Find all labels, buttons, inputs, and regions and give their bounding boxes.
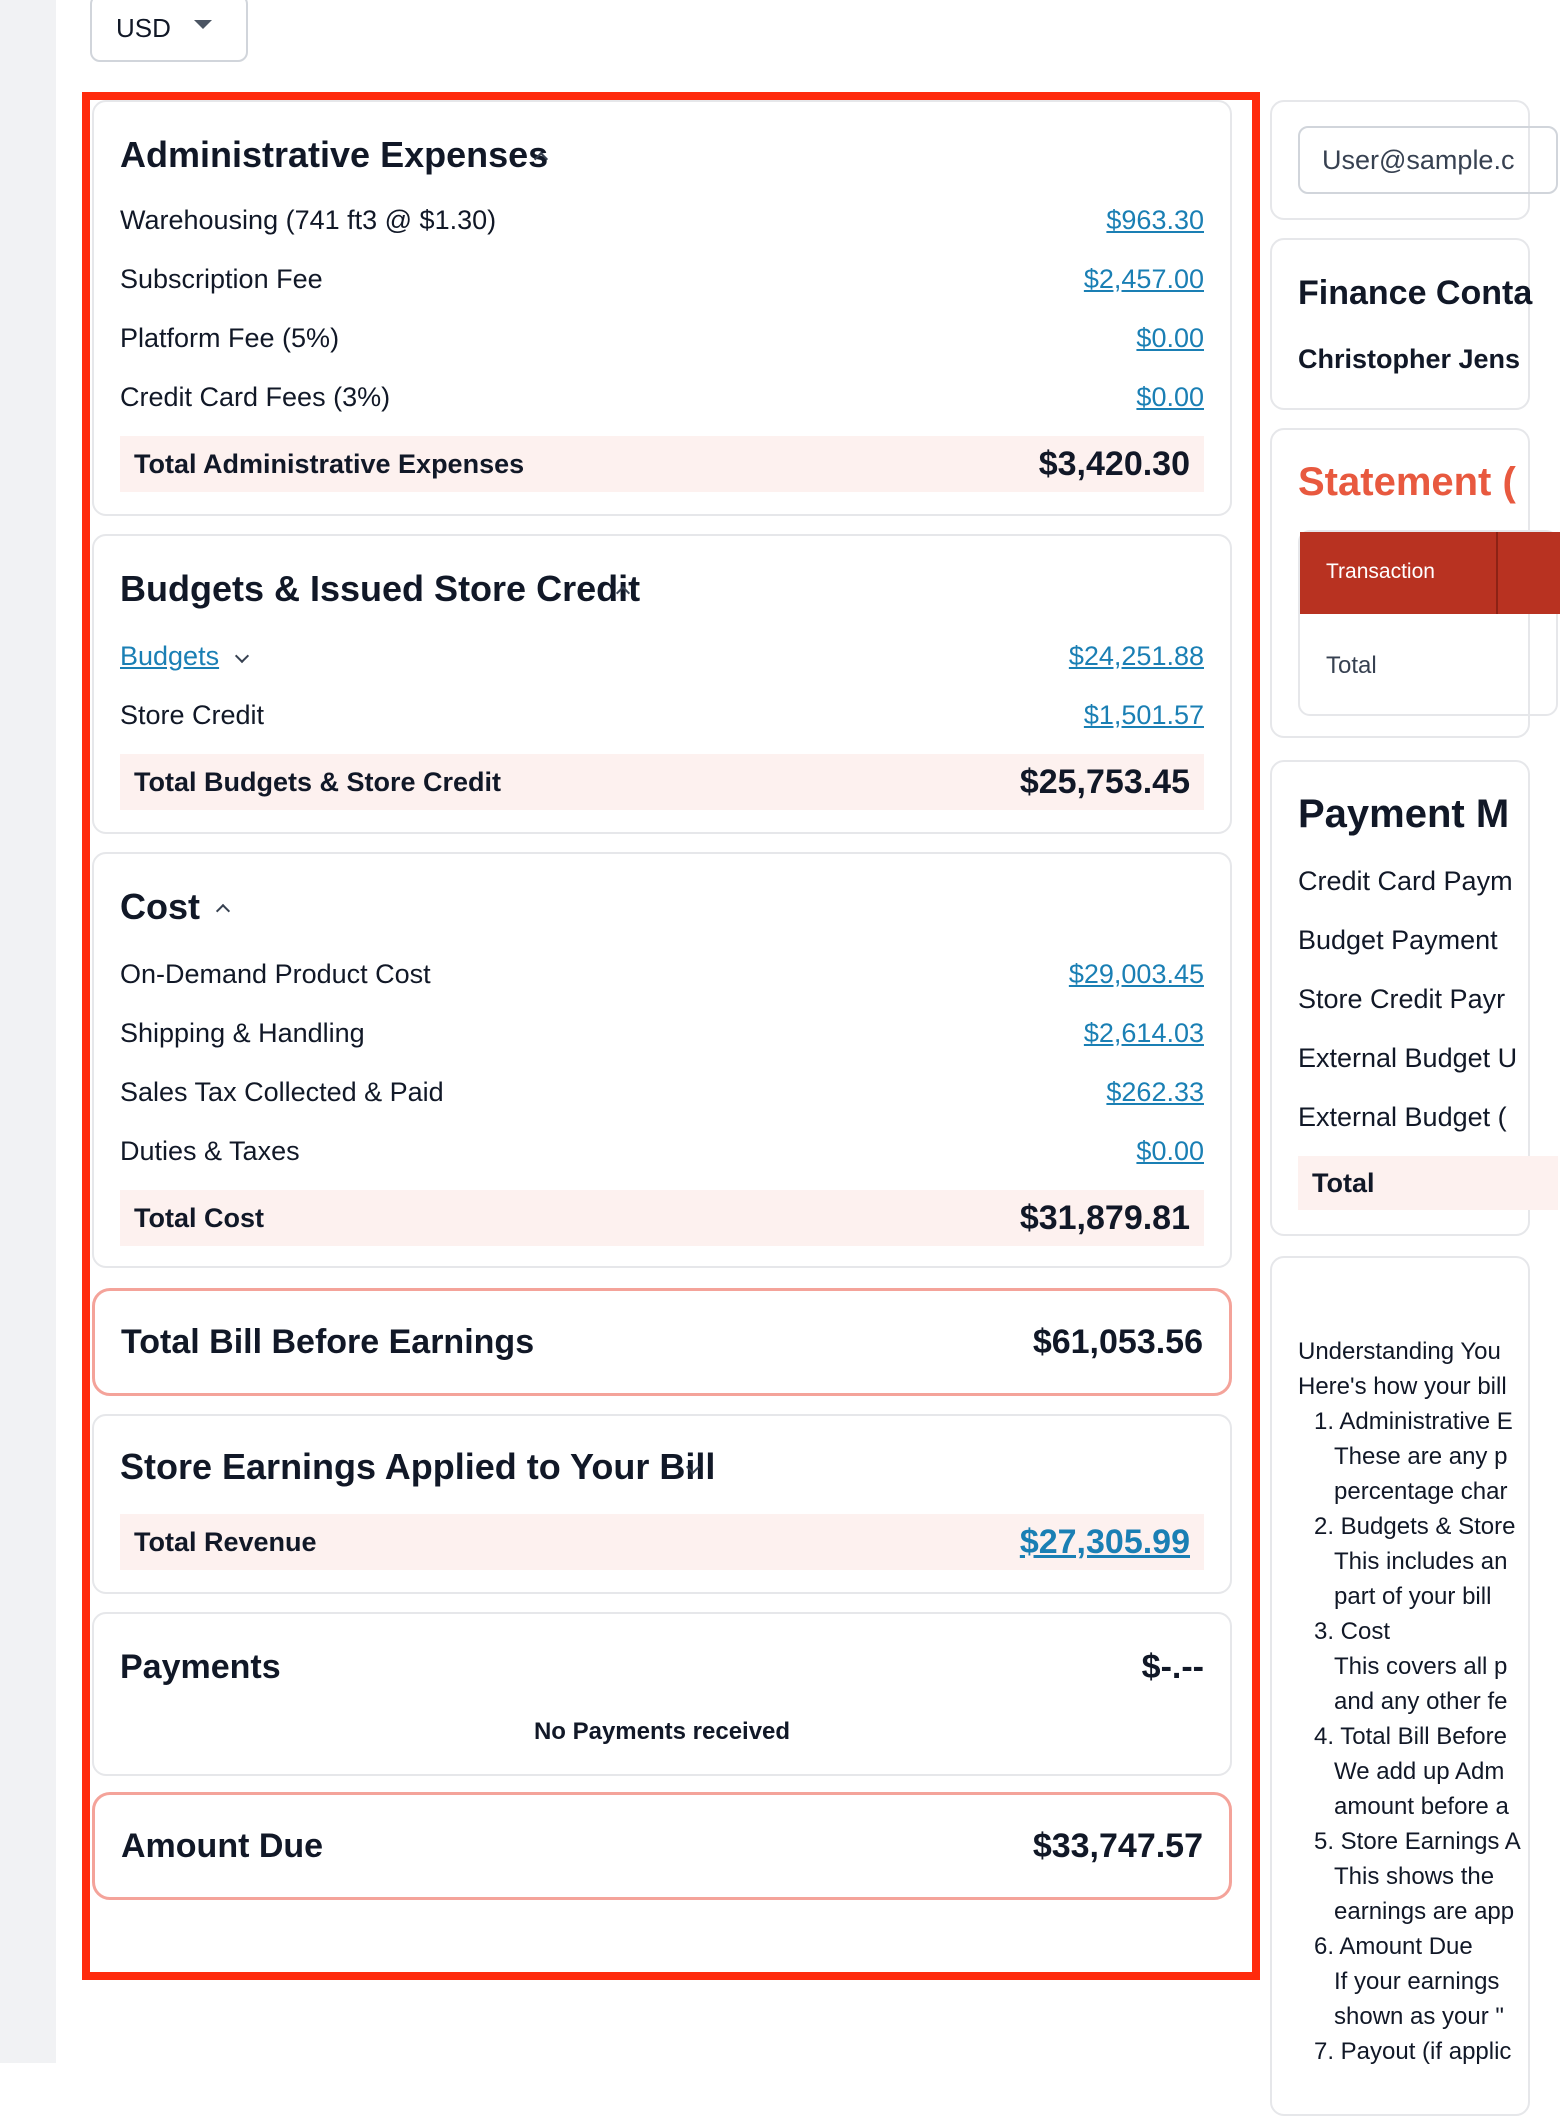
line-item-label: Platform Fee (5%) (120, 322, 340, 353)
guide-item-title-text: Store Earnings A (1340, 1828, 1521, 1855)
total-label: Total Budgets & Store Credit (134, 766, 502, 797)
column-divider (1496, 532, 1498, 614)
guide-item-title (1298, 1614, 1521, 1649)
guide-item-text: percentage char (1334, 1478, 1508, 1505)
guide-item-number: 6. (1313, 1933, 1334, 1960)
payment-methods-card (1270, 760, 1530, 1236)
finance-contact-name: Christopher Jens (1298, 344, 1521, 374)
amount-due-label: Amount Due (121, 1826, 324, 1865)
total-amount: $31,879.81 (1019, 1198, 1190, 1237)
bill-before-earnings-label: Total Bill Before Earnings (121, 1322, 535, 1361)
guide-item-title (1298, 1509, 1521, 1544)
amount-due-amount: $33,747.57 (1032, 1826, 1203, 1865)
line-item-amount-link[interactable]: $1,501.57 (1083, 699, 1204, 730)
payment-method-row: Store Credit Payr (1298, 984, 1506, 1014)
section-title: Administrative Expenses (120, 134, 549, 175)
total-amount: $25,753.45 (1019, 762, 1190, 801)
payment-methods-total (1298, 1156, 1558, 1210)
guide-item-title (1298, 2034, 1521, 2069)
total-label: Total Administrative Expenses (134, 448, 525, 479)
payment-method-row: Budget Payment (1298, 925, 1498, 955)
email-card (1270, 100, 1530, 220)
line-item-amount-link[interactable]: $0.00 (1136, 381, 1204, 412)
section-title: Budgets & Issued Store Credit (120, 568, 641, 609)
guide-item-text: and any other fe (1334, 1688, 1508, 1715)
line-item-label: Store Credit (120, 699, 265, 730)
payment-method-row: Credit Card Paym (1298, 866, 1513, 896)
guide-item-title (1298, 1824, 1521, 1859)
guide-item-text: If your earnings (1334, 1968, 1500, 1995)
line-item-amount-link[interactable]: $29,003.45 (1068, 958, 1204, 989)
guide-item-number: 3. (1313, 1618, 1334, 1645)
currency-select[interactable] (90, 0, 248, 62)
statement-table (1298, 530, 1558, 716)
budgets-link[interactable]: Budgets (120, 640, 220, 671)
total-label: Total Cost (134, 1202, 264, 1233)
line-item-amount-link[interactable]: $262.33 (1106, 1076, 1204, 1107)
currency-value: USD (116, 12, 171, 43)
guide-item-title-text: Administrative E (1339, 1408, 1513, 1435)
statement-total-label: Total (1326, 652, 1377, 679)
guide-item-title-text: Payout (if applic (1340, 2038, 1512, 2065)
line-item-label: Subscription Fee (120, 263, 323, 294)
guide-item-title-text: Total Bill Before (1340, 1723, 1507, 1750)
line-item-amount-link[interactable]: $2,457.00 (1083, 263, 1204, 294)
guide-item-text: shown as your " (1334, 2003, 1504, 2030)
payment-method-row: External Budget U (1298, 1043, 1518, 1073)
guide-item-title (1298, 1929, 1521, 1964)
line-item-amount-link[interactable]: $0.00 (1136, 1135, 1204, 1166)
guide-item-text: earnings are app (1334, 1898, 1515, 1925)
total-label: Total Revenue (134, 1526, 317, 1557)
line-item-label: Duties & Taxes (120, 1135, 300, 1166)
bill-before-earnings-amount: $61,053.56 (1032, 1322, 1203, 1361)
no-payments-message: No Payments received (533, 1718, 791, 1745)
line-item-label: Shipping & Handling (120, 1017, 365, 1048)
payments-amount: $-.-- (1141, 1648, 1204, 1686)
line-item-label: Warehousing (741 ft3 @ $1.30) (120, 204, 497, 235)
guide-item-title-text: Budgets & Store (1340, 1513, 1516, 1540)
statement-title: Statement ( (1298, 460, 1516, 504)
payment-method-row: External Budget ( (1298, 1102, 1507, 1132)
guide-item-text: This shows the (1334, 1863, 1495, 1890)
guide-item-number: 5. (1313, 1828, 1334, 1855)
line-item-label: Credit Card Fees (3%) (120, 381, 391, 412)
guide-item-number: 1. (1313, 1408, 1334, 1435)
section-title: Store Earnings Applied to Your Bill (120, 1446, 716, 1487)
statement-table-header (1300, 532, 1560, 614)
billing-guide-card (1270, 1256, 1530, 2116)
total-revenue-link[interactable]: $27,305.99 (1019, 1522, 1190, 1561)
line-item-label: On-Demand Product Cost (120, 958, 431, 989)
guide-item-number: 4. (1313, 1723, 1334, 1750)
payment-total-label: Total (1312, 1168, 1375, 1198)
guide-item-text: This includes an (1334, 1548, 1508, 1575)
guide-item-number: 2. (1313, 1513, 1334, 1540)
payment-methods-title: Payment M (1298, 792, 1510, 836)
guide-item-title (1298, 1404, 1521, 1439)
highlight-frame (82, 92, 1260, 1980)
guide-item-title (1298, 1719, 1521, 1754)
guide-item-text: We add up Adm (1334, 1758, 1505, 1785)
statement-card (1270, 428, 1530, 738)
payments-title: Payments (120, 1648, 281, 1686)
guide-item-text: These are any p (1334, 1443, 1508, 1470)
guide-item-text: amount before a (1334, 1793, 1509, 1820)
guide-item-text: part of your bill (1334, 1583, 1492, 1610)
finance-contact-card (1270, 238, 1533, 410)
guide-intro-line: Here's how your bill (1298, 1373, 1507, 1400)
guide-item-text: This covers all p (1334, 1653, 1508, 1680)
total-amount: $3,420.30 (1038, 444, 1190, 483)
guide-item-title-text: Cost (1340, 1618, 1391, 1645)
guide-list (1298, 1404, 1521, 2069)
guide-item-title-text: Amount Due (1339, 1933, 1473, 1960)
section-title: Cost (120, 886, 200, 927)
line-item-amount-link[interactable]: $963.30 (1106, 204, 1204, 235)
finance-contact-title: Finance Conta (1298, 274, 1533, 312)
line-item-amount-link[interactable]: $0.00 (1136, 322, 1204, 353)
line-item-label: Sales Tax Collected & Paid (120, 1076, 444, 1107)
line-item-amount-link[interactable]: $2,614.03 (1083, 1017, 1204, 1048)
column-header-transaction: Transaction (1326, 560, 1435, 583)
left-rail (0, 0, 56, 2063)
line-item-amount-link[interactable]: $24,251.88 (1068, 640, 1204, 671)
caret-down-icon (194, 20, 212, 29)
guide-item-number: 7. (1313, 2038, 1334, 2065)
guide-intro-line: Understanding You (1298, 1338, 1501, 1365)
email-field[interactable]: User@sample.c (1298, 126, 1558, 194)
